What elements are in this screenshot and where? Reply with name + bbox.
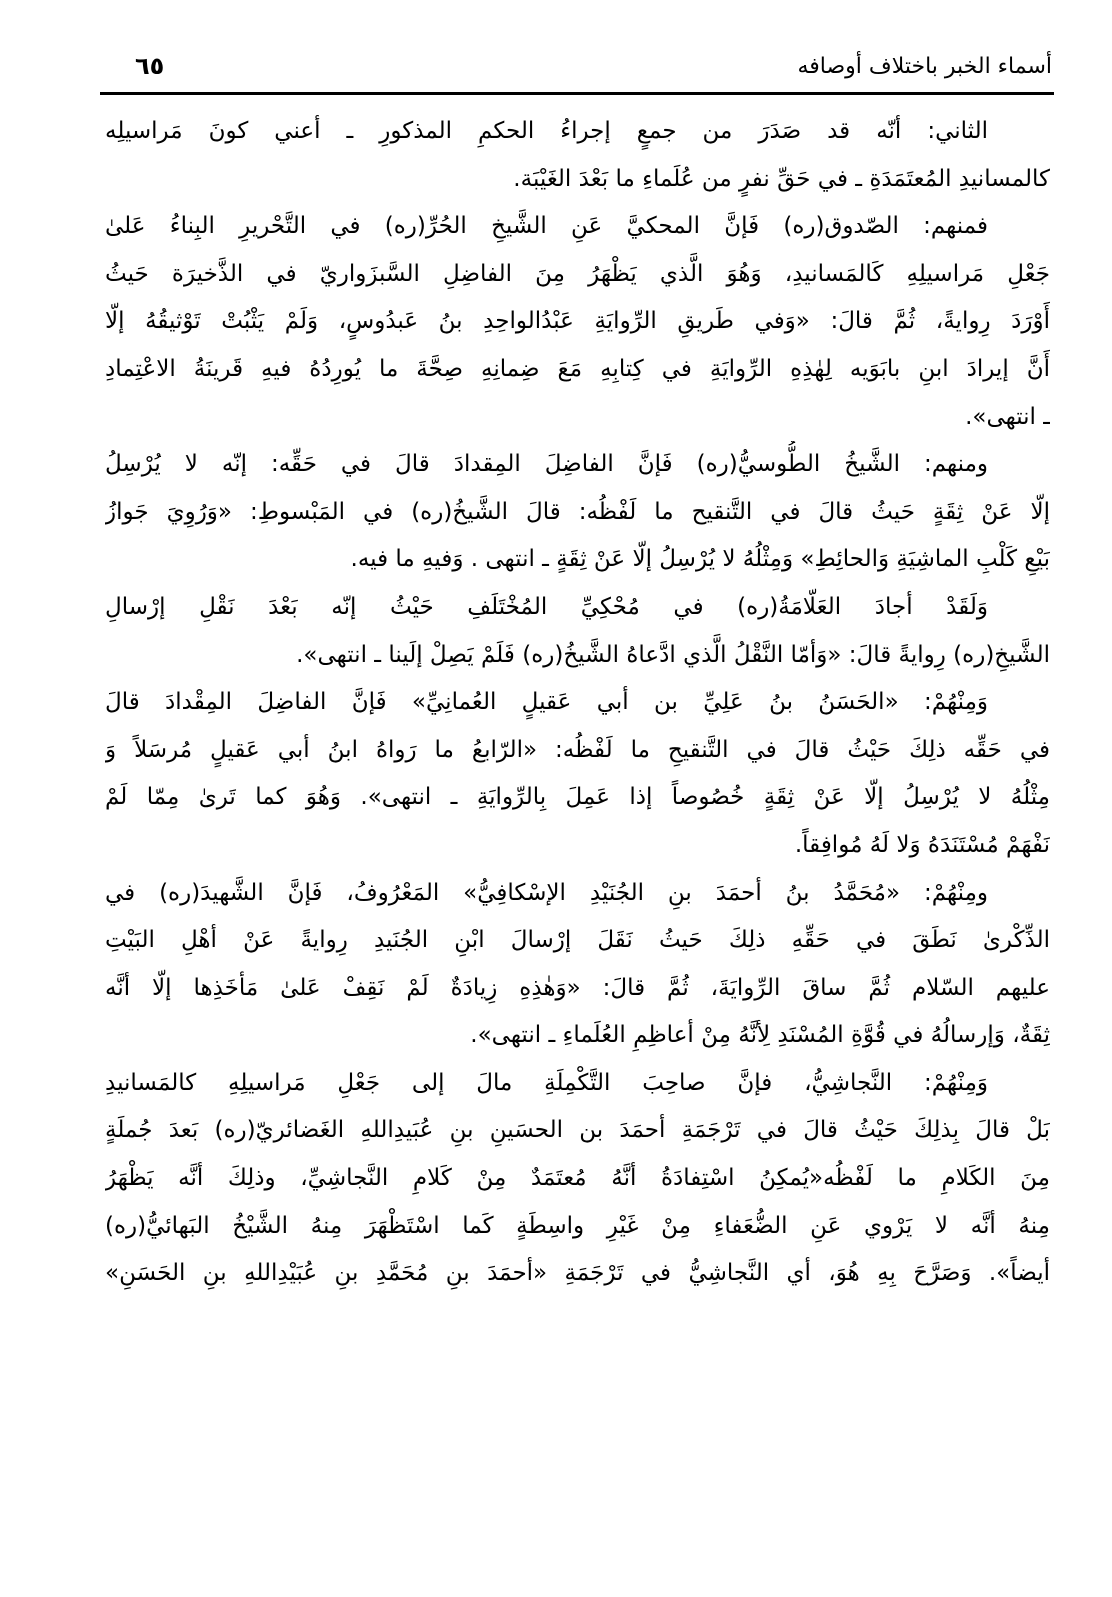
text-line: نَفْهَمْ مُسْتَنَدَهُ وَلا لَهُ مُوافِقاً.: [794, 831, 1050, 858]
text-line: فمنهم: الصّدوق(ره) فَإنَّ المحكيَّ عَنِ الشَّيخِ الحُرِّ(ره) في التَّحْريرِ البِناءُ عَلىٰ: [105, 213, 988, 240]
text-line: بَلْ قالَ بِذلِكَ حَيْثُ قالَ في تَرْجَمَةِ أحمَدَ بن الحسَينِ بنِ عُبَيدِاللهِ الغَضائريّ(ره) بَعدَ جُملَةٍ: [105, 1117, 1050, 1144]
text-line: إلّا عَنْ ثِقَةٍ حَيثُ قالَ في التَّنقيح ما لَفْظُه: قالَ الشَّيخُ(ره) في المَبْسوطِ: «وَرُوِيَ جَوازُ: [105, 498, 1050, 525]
text-line: بَيْعِ كَلْبِ الماشِيَةِ وَالحائِطِ» وَمِثْلُهُ لا يُرْسِلُ إلّا عَنْ ثِقَةٍ ـ انتهى . وَفيهِ ما فيه.: [350, 546, 1050, 573]
text-line: أيضاً». وَصَرَّحَ بِهِ هُوَ، أي النَّجاشِيُّ في تَرْجَمَةِ «أحمَدَ بنِ مُحَمَّدِ بنِ عُبَيْدِاللهِ بنِ الحَسَنِ»: [105, 1260, 1050, 1287]
text-line: كالمسانيدِ المُعتَمَدَةِ ـ في حَقِّ نفرٍ من عُلَماءِ ما بَعْدَ الغَيْبَة.: [513, 165, 1050, 192]
page-number: ٦٥: [135, 52, 165, 80]
text-line: جَعْلِ مَراسيلِهِ كَالمَسانيدِ، وَهُوَ الَّذي يَظْهَرُ مِنَ الفاضِلِ السَّبزَواريّ في الذَّخيرَة حَيثُ: [105, 260, 1050, 287]
text-line: مِنهُ أنَّه لا يَرْوي عَنِ الضُّعَفاءِ مِنْ غَيْرِ واسِطَةٍ كَما اسْتَظْهَرَ مِنهُ الشَّيْخُ البَهائيُّ(ره): [105, 1212, 1050, 1239]
text-line: عليهم السّلام ثُمَّ ساقَ الرِّوايَةَ، ثُمَّ قالَ: «وَهٰذِهِ زِيادَةٌ لَمْ نَقِفْ عَلىٰ مَأخَذِها إلّا أنَّه: [105, 974, 1050, 1001]
text-line: ـ انتهى».: [965, 403, 1050, 430]
text-line: ثِقَةٌ، وَإرسالُهُ في قُوَّةِ المُسْنَدِ لِأنَّهُ مِنْ أعاظِمِ العُلَماءِ ـ انتهى».: [470, 1022, 1050, 1049]
text-line: ومِنْهُمْ: «مُحَمَّدُ بنُ أحمَدَ بنِ الجُنَيْدِ الإسْكافِيُّ» المَعْرُوفُ، فَإنَّ الشَّهيدَ(ره) في: [105, 879, 988, 906]
text-line: مِنَ الكَلامِ ما لَفْظُه«يُمكِنُ اسْتِفادَةُ أنَّهُ مُعتَمَدٌ مِنْ كَلامِ النَّجاشِيِّ، وذلِكَ أنَّه يَظْهَرُ: [105, 1165, 1050, 1192]
text-line: وَمِنْهُمْ: «الحَسَنُ بنُ عَلِيِّ بن أبي عَقيلٍ العُمانِيِّ» فَإنَّ الفاضِلَ المِقْدادَ قالَ: [105, 689, 988, 716]
text-line: وَمِنْهُمْ: النَّجاشِيُّ، فإنَّ صاحِبَ التَّكْمِلَةِ مالَ إلى جَعْلِ مَراسيلِهِ كالمَسانيدِ: [105, 1069, 988, 1096]
header-rule: [100, 92, 1054, 95]
running-title: أسماء الخبر باختلاف أوصافه: [797, 54, 1052, 79]
text-line: في حَقِّه ذلِكَ حَيْثُ قالَ في التَّنقيحِ ما لَفْظُه: «الرّابعُ ما رَواهُ ابنُ أبي عَقيلٍ مُرسَلاً وَ: [105, 736, 1050, 763]
text-line: الذِّكْرىٰ نَطَقَ في حَقِّهِ ذلِكَ حَيثُ نَقَلَ إرْسالَ ابْنِ الجُنَيدِ رِوايةً عَنْ أهْلِ البَيْتِ: [105, 927, 1050, 954]
text-line: ومنهم: الشَّيخُ الطُّوسيُّ(ره) فَإنَّ الفاضِلَ المِقدادَ قالَ في حَقِّه: إنّه لا يُرْسِلُ: [105, 451, 988, 478]
text-line: الثاني: أنّه قد صَدَرَ من جمعٍ إجراءُ الحكمِ المذكورِ ـ أعني كونَ مَراسيلِه: [105, 118, 988, 144]
text-line: أَوْرَدَ رِوايةً، ثُمَّ قالَ: «وَفي طَريقِ الرِّوايَةِ عَبْدُالواحِدِ بنُ عَبدُوسٍ، وَلَمْ يَثْبُتْ تَوْثيقُهُ إلّا: [105, 308, 1050, 335]
text-line: الشَّيخِ(ره) رِوايةً قالَ: «وَأمّا النَّقْلُ الَّذي ادَّعاهُ الشَّيخُ(ره) فَلَمْ يَصِلْ إلَينا ـ انتهى».: [296, 641, 1050, 668]
text-line: وَلَقَدْ أجادَ العَلّامَةُ(ره) في مُحْكِيِّ المُخْتَلَفِ حَيْثُ إنّه بَعْدَ نَقْلِ إرْسالِ: [105, 593, 988, 620]
text-line: أَنَّ إيرادَ ابنِ بابَوَيه لِهٰذِهِ الرِّوايَةِ في كِتابِهِ مَعَ ضِمانِهِ صِحَّةَ ما يُورِدُهُ فيهِ قَرينَةُ الاعْتِمادِ: [105, 355, 1050, 382]
text-line: مِثْلُهُ لا يُرْسِلُ إلّا عَنْ ثِقَةٍ خُصُوصاً إذا عَمِلَ بِالرِّوايَةِ ـ انتهى». وَهُوَ كما تَرىٰ مِمّا لَمْ: [105, 784, 1050, 811]
running-header: [105, 48, 1052, 92]
page-body: [105, 108, 1050, 1298]
